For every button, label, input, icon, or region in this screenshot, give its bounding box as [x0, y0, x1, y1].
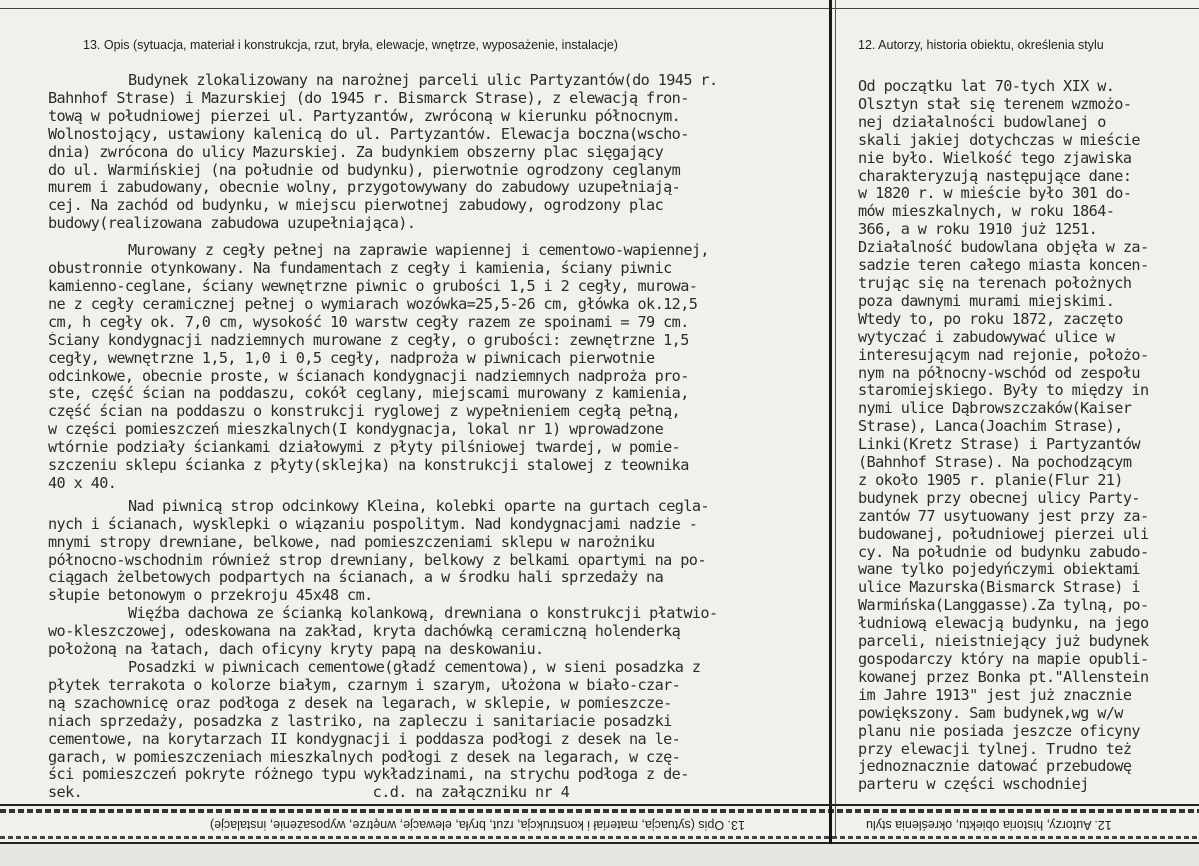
- text-line: 40 x 40.: [48, 474, 117, 492]
- text-line: ste, część ścian na poddaszu, cokół ceglany, miejscami murowany z kamienia,: [48, 385, 689, 403]
- text-line: nie było. Wielkość tego zjawiska: [858, 149, 1132, 167]
- footer-section-12-label: 12. Autorzy, historia obiektu, określenia stylu: [866, 818, 1112, 832]
- text-line: obustronnie otynkowany. Na fundamentach z cegły i kamienia, ściany piwnic: [48, 260, 672, 278]
- text-line: Bahnhof Strase) i Mazurskiej (do 1945 r. Bismarck Strase), z elewacją fron-: [48, 89, 689, 107]
- text-line: nym na północny-wschód od zespołu: [858, 364, 1140, 382]
- text-line: (Bahnhof Strase). Na pochodzącym: [858, 454, 1132, 472]
- text-line: w części pomieszczeń mieszkalnych(I kondygnacja, lokal nr 1) wprowadzone: [48, 421, 664, 439]
- history-column: [858, 78, 1196, 794]
- column-divider: [829, 0, 832, 836]
- text-line: Ściany kondygnacji nadziemnych murowane z cegły, o grubości: zewnętrzne 1,5: [48, 331, 689, 349]
- text-line: charakteryzują następujące dane:: [858, 167, 1132, 185]
- text-line: parceli, nieistniejący już budynek: [858, 633, 1149, 651]
- text-line: wo-kleszczowej, odeskowana na zakład, kryta dachówką ceramiczną holenderką: [48, 623, 681, 641]
- text-line: Wolnostojący, ustawiony kalenicą do ul. Partyzantów. Elewacja boczna(wscho-: [48, 125, 689, 143]
- text-line: ciągach żelbetowych podpartych na ścianach, a w środku hali sprzedaży na: [48, 569, 664, 587]
- text-line: parteru w części wschodniej: [858, 776, 1089, 794]
- text-line: Nad piwnicą strop odcinkowy Kleina, kolebki oparte na gurtach cegla-: [128, 497, 709, 515]
- text-line: płytek terrakota o kolorze białym, czarnym i szarym, ułożona w biało-czar-: [48, 676, 681, 694]
- text-line: cegły, wewnętrzne 1,5, 1,0 i 0,5 cegły, nadproża w piwnicach pierwotnie: [48, 349, 655, 367]
- section-13-header: 13. Opis (sytuacja, materiał i konstrukcja, rzut, bryła, elewacje, wnętrze, wyposażenie, instalacje): [83, 38, 618, 52]
- text-line: Murowany z cegły pełnej na zaprawie wapiennej i cementowo-wapiennej,: [128, 242, 709, 260]
- top-rule: [0, 8, 1199, 9]
- text-line: sadzie teren całego miasta koncen-: [858, 257, 1149, 275]
- text-line: wane tylko pojedyńczymi obiektami: [858, 561, 1140, 579]
- text-line: budynek przy obecnej ulicy Party-: [858, 489, 1140, 507]
- text-line: 366, a w roku 1910 już 1251.: [858, 221, 1098, 239]
- text-line: tową w południowej pierzei ul. Partyzantów, zwróconą w kierunku północnym.: [48, 107, 681, 125]
- text-line: garach, w pomieszczeniach mieszkalnych podłogi z desek na legarach, w czę-: [48, 748, 681, 766]
- text-line: dnia) zwrócona do ulicy Mazurskiej. Za budynkiem obszerny plac sięgający: [48, 143, 664, 161]
- text-line: budowy(realizowana zabudowa uzupełniająca).: [48, 215, 416, 233]
- bottom-margin: [0, 844, 1199, 866]
- text-line: północno-wschodnim również strop drewniany, belkowy z belkami opartymi na po-: [48, 551, 706, 569]
- text-line: planu nie posiada jeszcze oficyny: [858, 722, 1140, 740]
- text-line: zantów 77 usytuowany jest przy za-: [858, 507, 1149, 525]
- footer-divider: [829, 806, 832, 846]
- text-line: poza dawnymi murami miejskimi.: [858, 292, 1115, 310]
- text-line: szczeniu sklepu ścianka z płyty(sklejka) na konstrukcji stalowej z teownika: [48, 457, 689, 475]
- description-column: [48, 72, 828, 802]
- text-line: odcinkowe, obecnie proste, w ścianach kondygnacji nadziemnych nadproża pro-: [48, 367, 689, 385]
- text-line: Posadzki w piwnicach cementowe(gładź cementowa), w sieni posadzka z: [128, 659, 701, 676]
- text-line: łudniową elewacją budynku, na jego: [858, 615, 1149, 633]
- text-line: sek. c.d. na załączniku nr 4: [48, 784, 570, 802]
- text-line: Więźba dachowa ze ścianką kolankową, drewniana o konstrukcji płatwio-: [128, 605, 718, 623]
- paragraph-gap: [48, 233, 828, 242]
- text-line: ną szachownicę oraz podłoga z desek na legarach, w sklepie, w pomieszcze-: [48, 694, 672, 712]
- text-line: słupie betonowym o przekroju 45x48 cm.: [48, 587, 373, 605]
- text-line: mów mieszkalnych, w roku 1864-: [858, 203, 1115, 221]
- text-line: kowanej przez Bonka pt."Allenstein: [858, 668, 1149, 686]
- text-line: budowanej, południowej pierzei uli: [858, 525, 1149, 543]
- text-line: ści pomieszczeń pokryte różnego typu wykładzinami, na strychu podłoga z de-: [48, 766, 689, 784]
- text-line: cy. Na południe od budynku zabudo-: [858, 543, 1149, 561]
- text-line: Działalność budowlana objęła w za-: [858, 239, 1149, 257]
- text-line: ulice Mazurska(Bismarck Strase) i: [858, 579, 1140, 597]
- text-line: mnymi stropy drewniane, belkowe, nad pomieszczeniami sklepu w narożniku: [48, 533, 655, 551]
- text-line: cm, h cegły ok. 7,0 cm, wysokość 10 warstw cegły razem ze spoinami = 79 cm.: [48, 313, 689, 331]
- text-line: interesującym nad rejonie, położo-: [858, 346, 1149, 364]
- text-line: im Jahre 1913" jest już znacznie: [858, 686, 1132, 704]
- text-line: Olsztyn stał się terenem wzmożo-: [858, 95, 1132, 113]
- form-footer-strip: [0, 804, 1199, 844]
- text-line: nej działalności budowlanej o: [858, 113, 1106, 131]
- text-line: do ul. Warmińskiej (na południe od budynku), pierwotnie ogrodzony ceglanym: [48, 161, 681, 179]
- text-line: Warmińska(Langgasse).Za tylną, po-: [858, 597, 1149, 615]
- text-line: Strase), Lanca(Joachim Strase),: [858, 418, 1123, 436]
- text-line: skali jakiej dotychczas w mieście: [858, 131, 1140, 149]
- text-line: ne z cegły ceramicznej pełnej o wymiarach wozówka=25,5-26 cm, główka ok.12,5: [48, 295, 698, 313]
- text-line: cementowe, na korytarzach II kondygnacji i poddasza podłogi z desek na le-: [48, 730, 681, 748]
- text-line: staromiejskiego. Były to między in: [858, 382, 1149, 400]
- text-line: położoną na łatach, dach oficyny kryty papą na deskowaniu.: [48, 641, 544, 659]
- text-line: nymi ulice Dąbrowszczaków(Kaiser: [858, 400, 1132, 418]
- text-line: wtórnie podziały ściankami działowymi z płyty pilśniowej twardej, w pomie-: [48, 439, 681, 457]
- text-line: niach sprzedaży, posadzka z lastriko, na zapleczu i sanitariacie posadzki: [48, 712, 672, 730]
- text-line: Linki(Kretz Strase) i Partyzantów: [858, 436, 1140, 454]
- text-line: Wtedy to, po roku 1872, zaczęto: [858, 310, 1123, 328]
- text-line: przy elewacji tylnej. Trudno też: [858, 740, 1132, 758]
- text-line: kamienno-ceglane, ściany wewnętrzne piwnic o grubości 1,5 i 2 cegły, murowa-: [48, 277, 698, 295]
- text-line: cej. Na zachód od budynku, w miejscu pierwotnej zabudowy, ogrodzony plac: [48, 197, 664, 215]
- text-line: trując się na terenach położnych: [858, 274, 1132, 292]
- text-line: powiększony. Sam budynek,wg w/w: [858, 704, 1123, 722]
- footer-section-13-label: 13. Opis (sytuacja, materiał i konstrukcja, rzut, bryła, elewacje, wnętrze, wyposażenie, instalacje): [210, 818, 745, 832]
- text-line: nych i ścianach, wysklepki o wiązaniu pospolitym. Nad kondygnacjami nadzie -: [48, 515, 698, 533]
- text-line: w 1820 r. w mieście było 301 do-: [858, 185, 1132, 203]
- section-12-header: 12. Autorzy, historia obiektu, określenia stylu: [858, 38, 1104, 52]
- text-line: Od początku lat 70-tych XIX w.: [858, 78, 1115, 95]
- text-line: wytyczać i zabudowywać ulice w: [858, 328, 1115, 346]
- text-line: Budynek zlokalizowany na narożnej parceli ulic Partyzantów(do 1945 r.: [128, 72, 718, 89]
- column-divider-thin: [835, 0, 836, 836]
- text-line: gospodarczy który na mapie opubli-: [858, 651, 1149, 668]
- text-line: z około 1905 r. planie(Flur 21): [858, 471, 1123, 489]
- text-line: jednoznacznie datować przebudowę: [858, 758, 1132, 776]
- text-line: murem i zabudowany, obecnie wolny, przygotowywany do zabudowy uzupełniają-: [48, 179, 681, 197]
- text-line: część ścian na poddaszu o konstrukcji ryglowej z wypełnieniem cegłą pełną,: [48, 403, 681, 421]
